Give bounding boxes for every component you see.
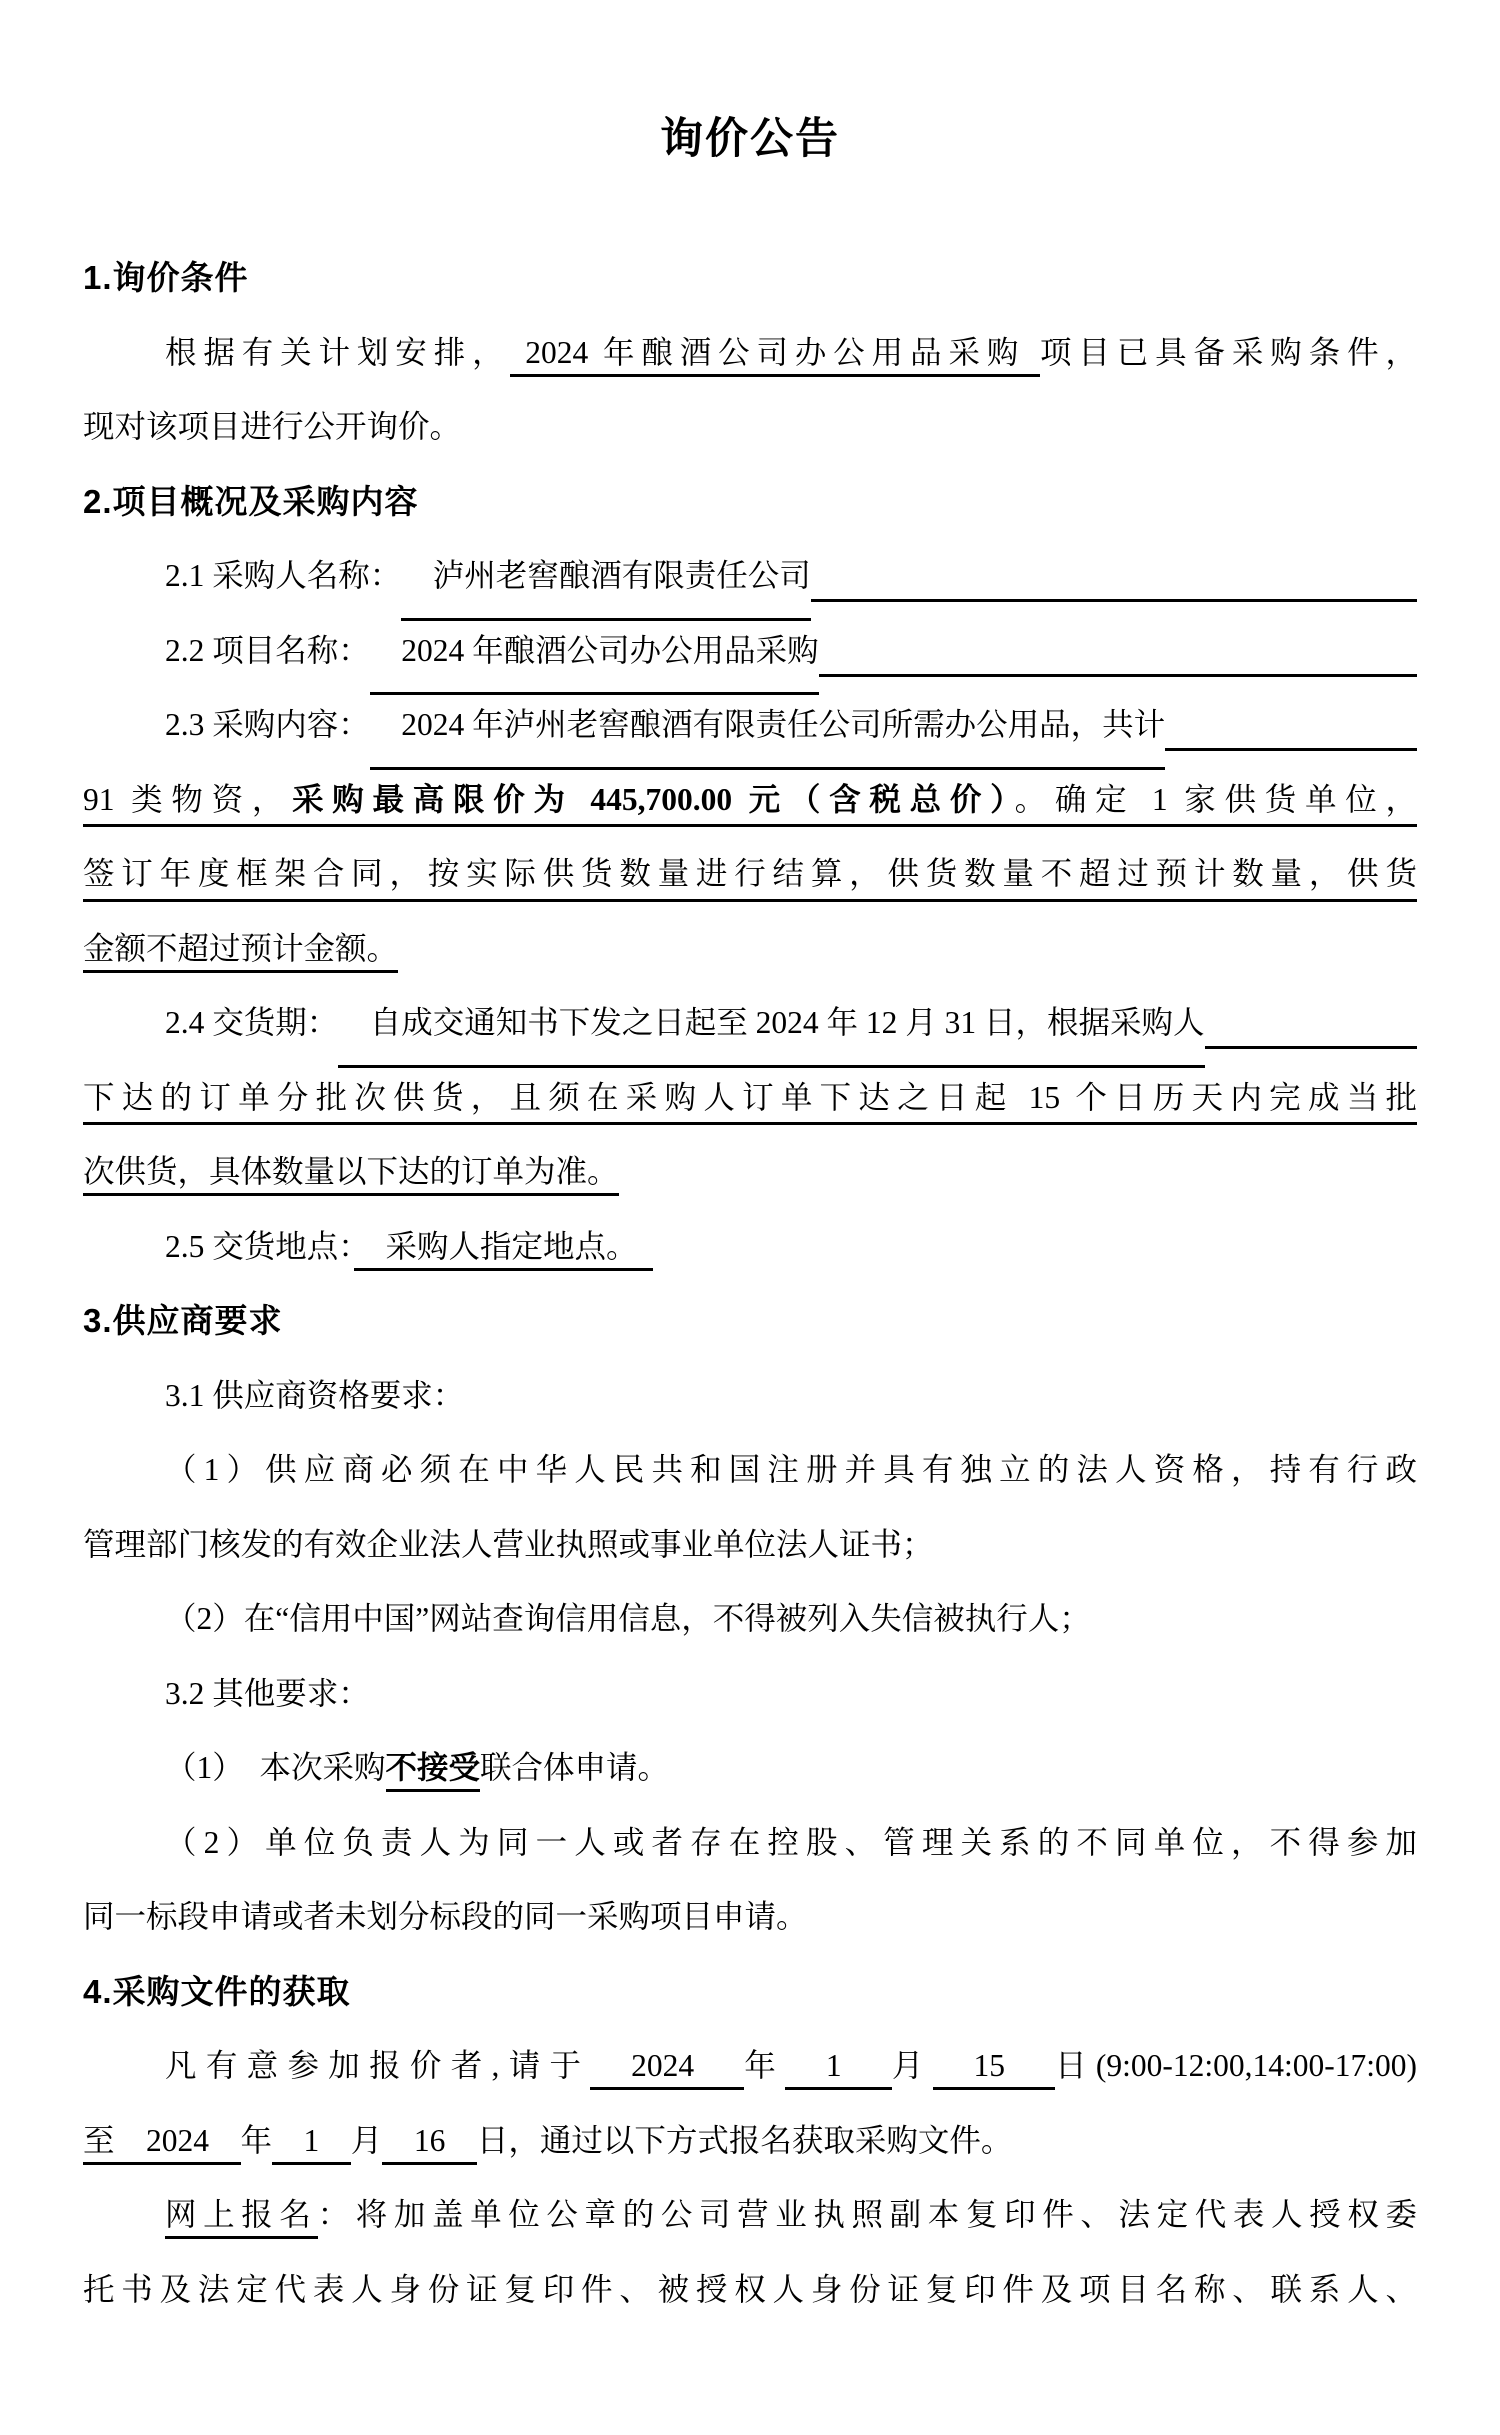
document-title: 询价公告	[660, 116, 840, 163]
text-segment: 现对该项目进行公开询价。	[83, 409, 462, 444]
underlined-text: 不接受	[386, 1750, 481, 1792]
underlined-text: 15	[933, 2048, 1055, 2090]
paragraph-line	[83, 1657, 1417, 1732]
underlined-text: 2024 年泸州老窖酿酒有限责任公司所需办公用品，共计	[370, 688, 1165, 770]
paragraph-line	[83, 1731, 1417, 1806]
paragraph-line	[83, 2253, 1417, 2328]
text-segment: 托书及法定代表人身份证复印件、被授权人身份证复印件及项目名称、联系人、	[83, 2271, 1417, 2307]
fill-underline	[819, 674, 1417, 677]
text-segment: （2）在“信用中国”网站查询信用信息，不得被列入失信被执行人；	[165, 1601, 1091, 1636]
underlined-text: 采购人指定地点。	[354, 1229, 653, 1271]
underlined-text: 16	[382, 2123, 477, 2165]
text-segment: 3.2 其他要求：	[165, 1675, 370, 1711]
paragraph-line	[83, 1508, 1417, 1583]
underlined-text: 2024 年酿酒公司办公用品采购	[370, 614, 819, 696]
paragraph-line	[83, 1359, 1417, 1434]
paragraph-line	[83, 837, 1417, 912]
underlined-text: 2024 年酿酒公司办公用品采购	[510, 335, 1040, 377]
fill-underline	[811, 599, 1417, 602]
paragraph-line	[83, 1135, 1417, 1210]
text-segment: 日(9:00-12:00,14:00-17:00)	[1055, 2048, 1417, 2083]
paragraph-line	[83, 688, 1417, 763]
text-segment: 下达的订单分批次供货，且须在采购人订单下达之日起 15 个日历天内完成当批	[83, 1079, 1417, 1115]
paragraph-line	[83, 614, 1417, 689]
underlined-text: 泸州老窖酿酒有限责任公司	[401, 539, 811, 621]
underlined-text: 1	[272, 2123, 351, 2165]
text-segment: 2.2 项目名称：	[165, 632, 370, 668]
underlined-text: 1	[785, 2048, 892, 2090]
paragraph-line	[83, 763, 1417, 838]
text-segment: ：将加盖单位公章的公司营业执照副本复印件、法定代表人授权委	[317, 2197, 1417, 2232]
paragraph-line	[83, 986, 1417, 1061]
text-segment: 3.1 供应商资格要求：	[165, 1377, 465, 1413]
paragraph-line	[83, 1582, 1417, 1657]
text-segment: 根据有关计划安排，	[165, 334, 511, 370]
section-heading	[83, 241, 1417, 316]
paragraph-line	[83, 2029, 1417, 2104]
paragraph-line	[83, 390, 1417, 465]
underlined-text: 网上报名	[165, 2197, 318, 2239]
text-segment: （1）供应商必须在中华人民共和国注册并具有独立的法人资格，持有行政	[165, 1452, 1417, 1487]
text-segment: 月	[350, 2122, 383, 2158]
section-heading	[83, 465, 1417, 540]
text-segment: 2.1 采购人名称：	[165, 558, 402, 593]
text-segment: 2.4 交货期：	[165, 1005, 339, 1040]
text-segment: 。确定 1 家供货单位，	[1014, 781, 1417, 817]
underlined-text: 金额不超过预计金额。	[83, 931, 398, 973]
paragraph-line	[83, 1210, 1417, 1285]
underlined-text: 2024	[590, 2048, 744, 2090]
text-segment: 3.供应商要求	[83, 1302, 283, 1339]
text-segment: （1） 本次采购	[165, 1750, 386, 1785]
text-segment: 签订年度框架合同，按实际供货数量进行结算，供货数量不超过预计数量，供货	[83, 856, 1417, 891]
text-segment: 1.询价条件	[83, 259, 249, 296]
document-body	[83, 241, 1417, 2327]
underlined-text: 自成交通知书下发之日起至 2024 年 12 月 31 日，根据采购人	[338, 986, 1204, 1068]
text-segment: 联合体申请。	[480, 1750, 670, 1785]
section-heading	[83, 1284, 1417, 1359]
fill-underline	[1165, 748, 1417, 751]
text-segment: 采购最高限价为 445,700.00 元（含税总价）	[292, 781, 1015, 817]
underlined-text: 至 2024	[83, 2123, 241, 2165]
paragraph-line	[83, 912, 1417, 987]
text-segment: 91 类物资，	[83, 781, 293, 817]
paragraph-line	[83, 1433, 1417, 1508]
text-segment: （2）单位负责人为同一人或者存在控股、管理关系的不同单位，不得参加	[165, 1824, 1417, 1860]
text-segment: 凡有意参加报价者,请于	[165, 2048, 591, 2083]
text-segment: 4.采购文件的获取	[83, 1972, 351, 2010]
paragraph-line	[83, 1806, 1417, 1881]
text-segment: 年	[744, 2048, 786, 2083]
text-segment: 年	[240, 2122, 273, 2158]
section-heading	[83, 1955, 1417, 2030]
text-segment: 月	[891, 2048, 933, 2083]
text-segment: 日，通过以下方式报名获取采购文件。	[476, 2122, 1013, 2158]
paragraph-line	[83, 2178, 1417, 2253]
text-segment: 2.项目概况及采购内容	[83, 482, 419, 520]
text-segment: 项目已具备采购条件，	[1040, 334, 1417, 370]
paragraph-line	[83, 2104, 1417, 2179]
paragraph-line	[83, 1880, 1417, 1955]
paragraph-line	[83, 539, 1417, 614]
fill-underline	[1205, 1046, 1417, 1049]
paragraph-line	[83, 1061, 1417, 1136]
text-segment: 2.3 采购内容：	[165, 707, 370, 742]
text-segment: 2.5 交货地点：	[165, 1228, 355, 1264]
underlined-text: 次供货，具体数量以下达的订单为准。	[83, 1154, 619, 1196]
paragraph-line	[83, 316, 1417, 391]
text-segment: 同一标段申请或者未划分标段的同一采购项目申请。	[83, 1899, 808, 1934]
text-segment: 管理部门核发的有效企业法人营业执照或事业单位法人证书；	[83, 1526, 934, 1562]
